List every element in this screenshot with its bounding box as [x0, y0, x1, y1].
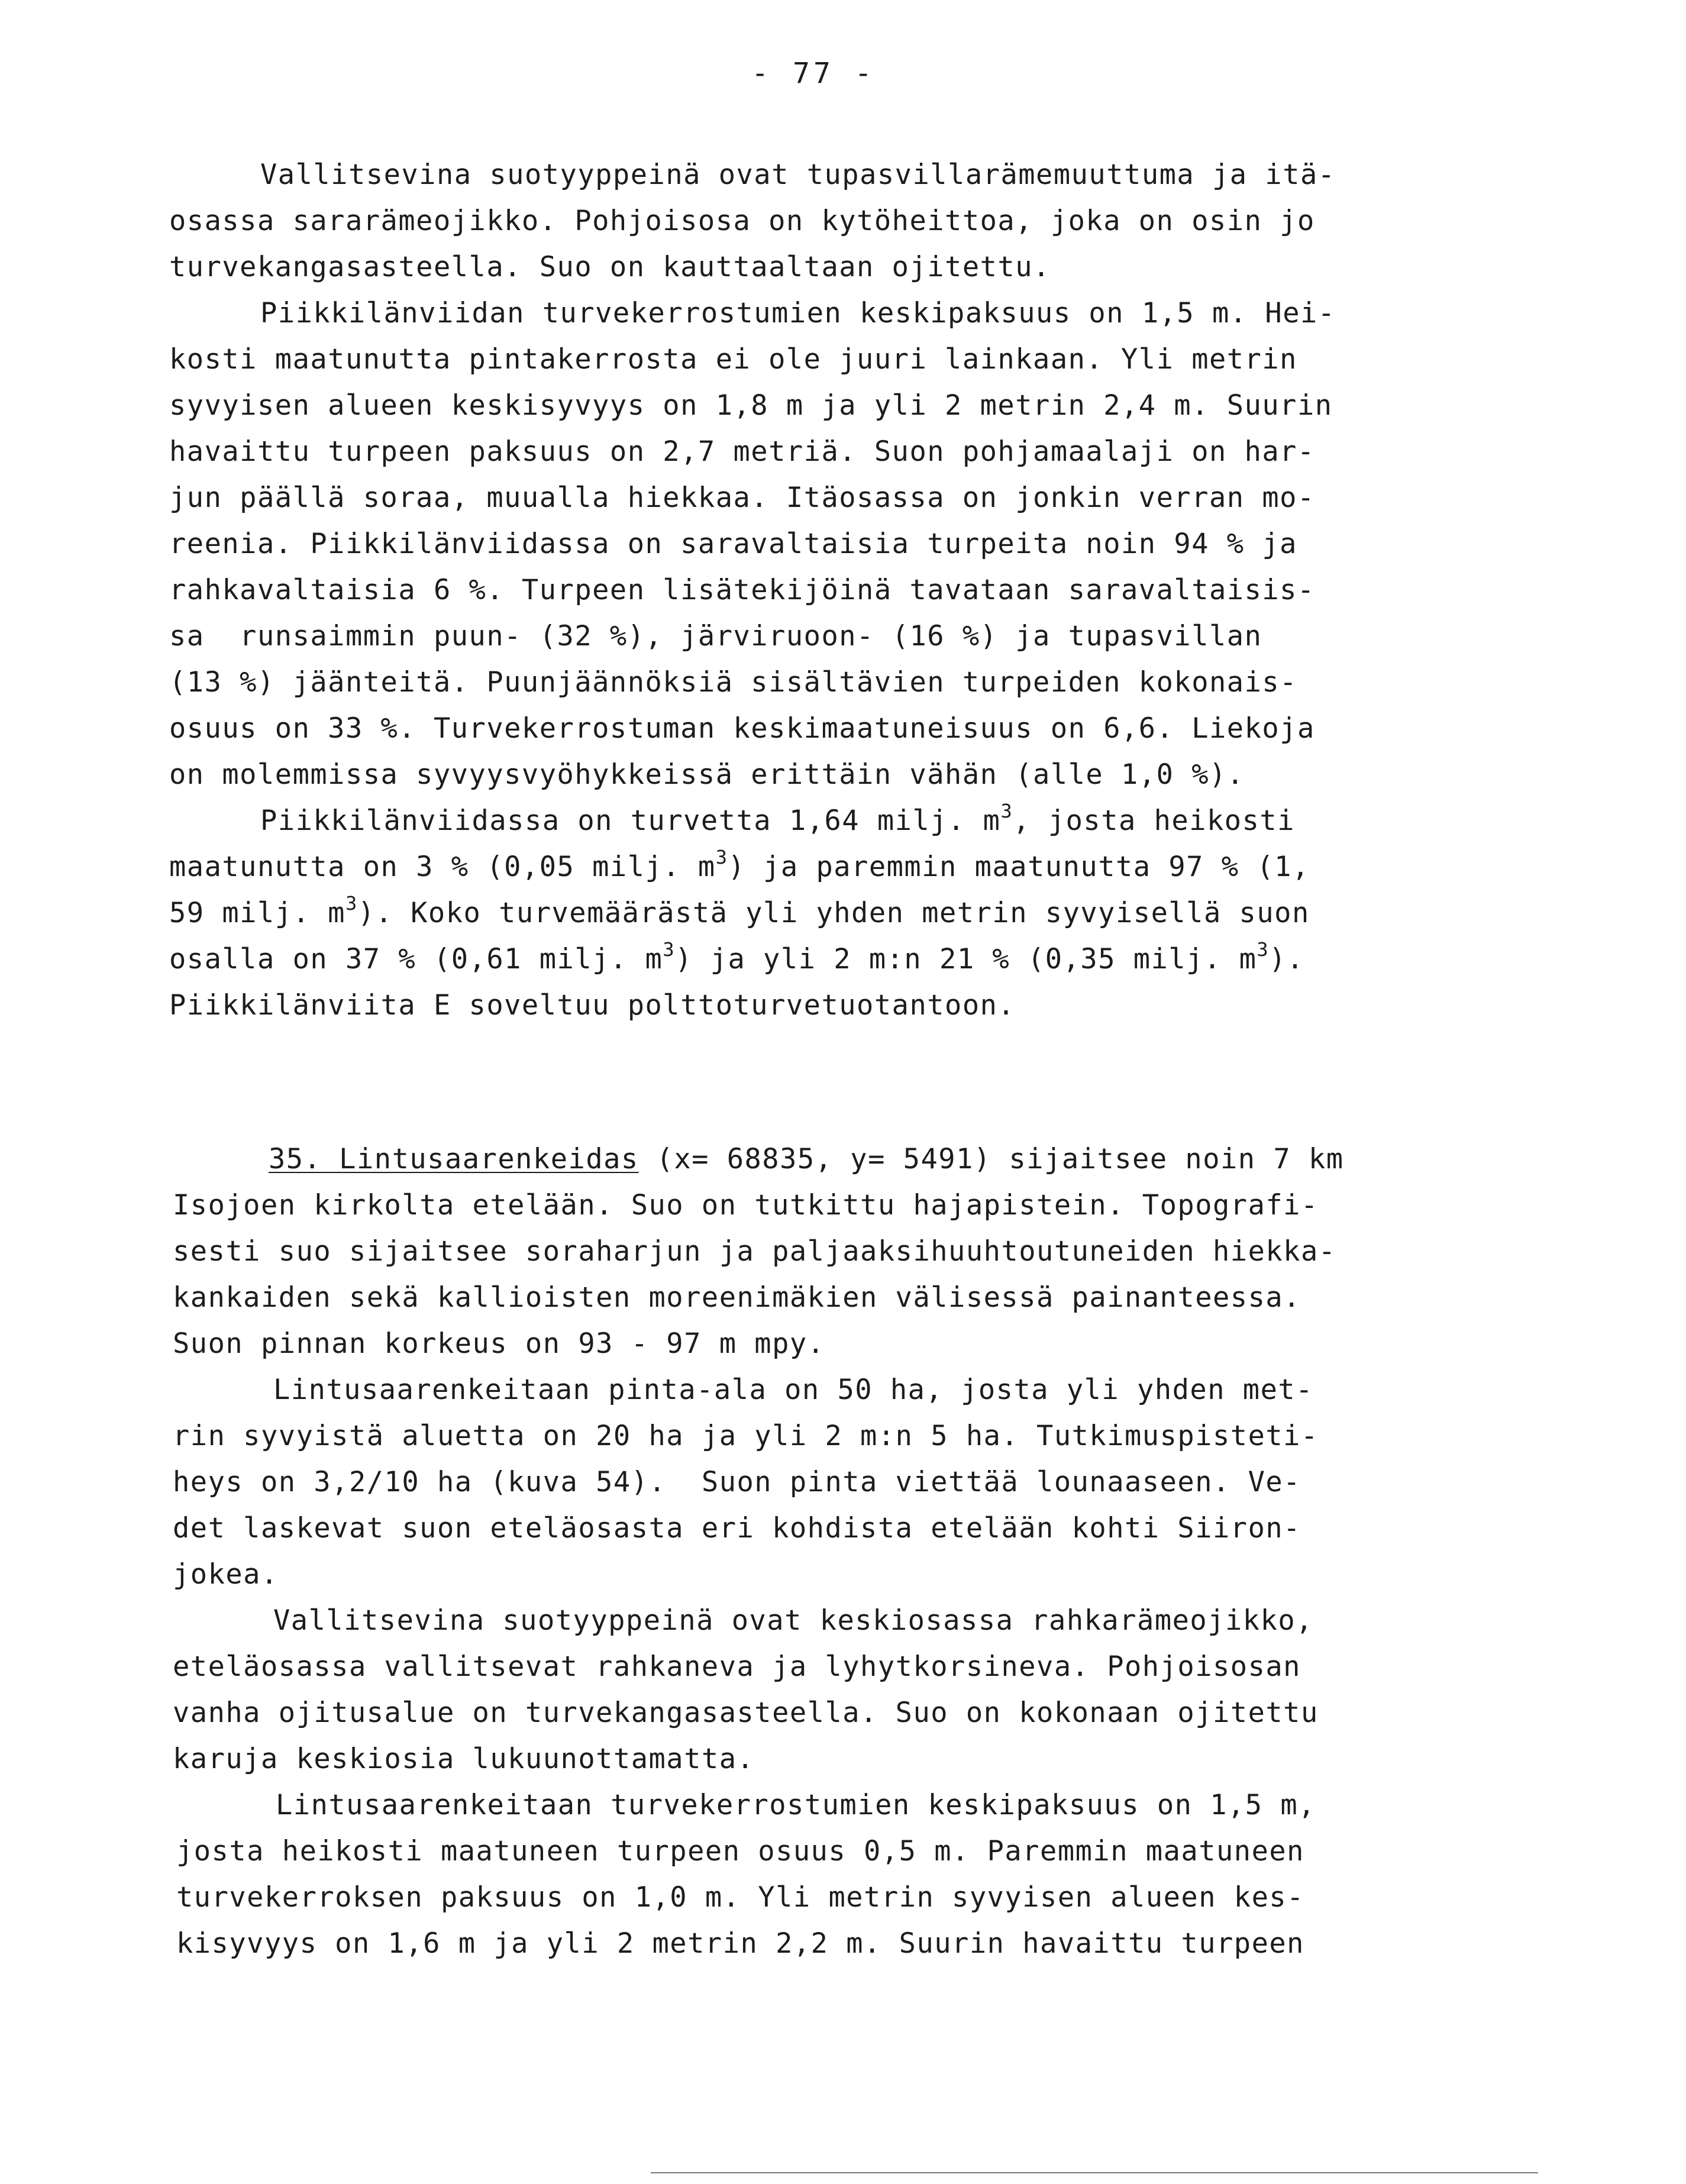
text-line: kankaiden sekä kallioisten moreenimäkien välisessä painanteessa.: [173, 1281, 1301, 1314]
section-heading: 35. Lintusaarenkeidas (x= 68835, y= 5491) sijaitsee noin 7 km: [269, 1143, 1344, 1175]
text-line: rin syvyistä aluetta on 20 ha ja yli 2 m:n 5 ha. Tutkimuspisteti-: [173, 1420, 1319, 1452]
text-line: osassa sararämeojikko. Pohjoisosa on kytöheittoa, joka on osin jo: [169, 205, 1315, 237]
text-line: (13 %) jäänteitä. Puunjäännöksiä sisältävien turpeiden kokonais-: [169, 666, 1297, 699]
bottom-rule: [651, 2172, 1538, 2173]
text-line: Lintusaarenkeitaan turvekerrostumien keskipaksuus on 1,5 m,: [276, 1789, 1316, 1821]
text-line: det laskevat suon eteläosasta eri kohdista etelään kohti Siiron-: [173, 1512, 1301, 1545]
text-line: heys on 3,2/10 ha (kuva 54). Suon pinta viettää lounaaseen. Ve-: [173, 1466, 1301, 1498]
text-line: Suon pinnan korkeus on 93 - 97 m mpy.: [173, 1327, 825, 1360]
volume-line: osalla on 37 % (0,61 milj. $m^3$) ja yli 2 m:n 21 % (0,35 milj. $m^3$).: [169, 938, 1304, 975]
closing-line: Piikkilänviita E soveltuu polttoturvetuotantoon.: [169, 989, 1016, 1022]
text-line: havaittu turpeen paksuus on 2,7 metriä. Suon pohjamaalaji on har-: [169, 435, 1315, 468]
volume-line: 59 milj. $m^3$). Koko turvemäärästä yli yhden metrin syvyisellä suon: [169, 892, 1310, 929]
text-line: turvekerroksen paksuus on 1,0 m. Yli metrin syvyisen alueen kes-: [176, 1881, 1304, 1914]
text-line: sesti suo sijaitsee soraharjun ja paljaaksihuuhtoutuneiden hiekka-: [173, 1235, 1336, 1268]
text-line: kosti maatunutta pintakerrosta ei ole juuri lainkaan. Yli metrin: [169, 343, 1297, 376]
text-line: Isojoen kirkolta etelään. Suo on tutkittu hajapistein. Topografi-: [173, 1189, 1319, 1222]
text-line: rahkavaltaisia 6 %. Turpeen lisätekijöinä tavataan saravaltaisis-: [169, 574, 1315, 606]
text-line: Lintusaarenkeitaan pinta-ala on 50 ha, josta yli yhden met-: [273, 1374, 1313, 1406]
text-line: turvekangasasteella. Suo on kauttaaltaan ojitettu.: [169, 251, 1051, 283]
page-number: - 77 -: [751, 57, 876, 90]
text-line: kisyvyys on 1,6 m ja yli 2 metrin 2,2 m. Suurin havaittu turpeen: [176, 1927, 1304, 1960]
text-line: vanha ojitusalue on turvekangasasteella. Suo on kokonaan ojitettu: [173, 1697, 1319, 1729]
text-line: karuja keskiosia lukuunottamatta.: [173, 1743, 755, 1775]
text-line: jokea.: [173, 1558, 279, 1591]
volume-line: maatunutta on 3 % (0,05 milj. $m^3$) ja paremmin maatunutta 97 % (1,: [169, 846, 1310, 883]
text-line: sa runsaimmin puun- (32 %), järviruoon- (16 %) ja tupasvillan: [169, 620, 1262, 652]
text-line: reenia. Piikkilänviidassa on saravaltaisia turpeita noin 94 % ja: [169, 528, 1297, 560]
text-line: eteläosassa vallitsevat rahkaneva ja lyhytkorsineva. Pohjoisosan: [173, 1650, 1301, 1683]
section-title: 35. Lintusaarenkeidas: [269, 1143, 639, 1175]
text-line: on molemmissa syvyysvyöhykkeissä erittäin vähän (alle 1,0 %).: [169, 758, 1245, 791]
text-line: syvyisen alueen keskisyvyys on 1,8 m ja yli 2 metrin 2,4 m. Suurin: [169, 389, 1333, 422]
text-line: osuus on 33 %. Turvekerrostuman keskimaatuneisuus on 6,6. Liekoja: [169, 712, 1315, 745]
text-line: josta heikosti maatuneen turpeen osuus 0,5 m. Paremmin maatuneen: [176, 1835, 1304, 1868]
text-line: Vallitsevina suotyyppeinä ovat tupasvillarämemuuttuma ja itä-: [260, 159, 1336, 191]
text-line: jun päällä soraa, muualla hiekkaa. Itäosassa on jonkin verran mo-: [169, 482, 1315, 514]
text-line: Piikkilänviidan turvekerrostumien keskipaksuus on 1,5 m. Hei-: [260, 297, 1336, 329]
text-line: Vallitsevina suotyyppeinä ovat keskiosassa rahkarämeojikko,: [273, 1604, 1313, 1637]
volume-line: Piikkilänviidassa on turvetta 1,64 milj. $m^3$, josta heikosti: [260, 800, 1295, 837]
